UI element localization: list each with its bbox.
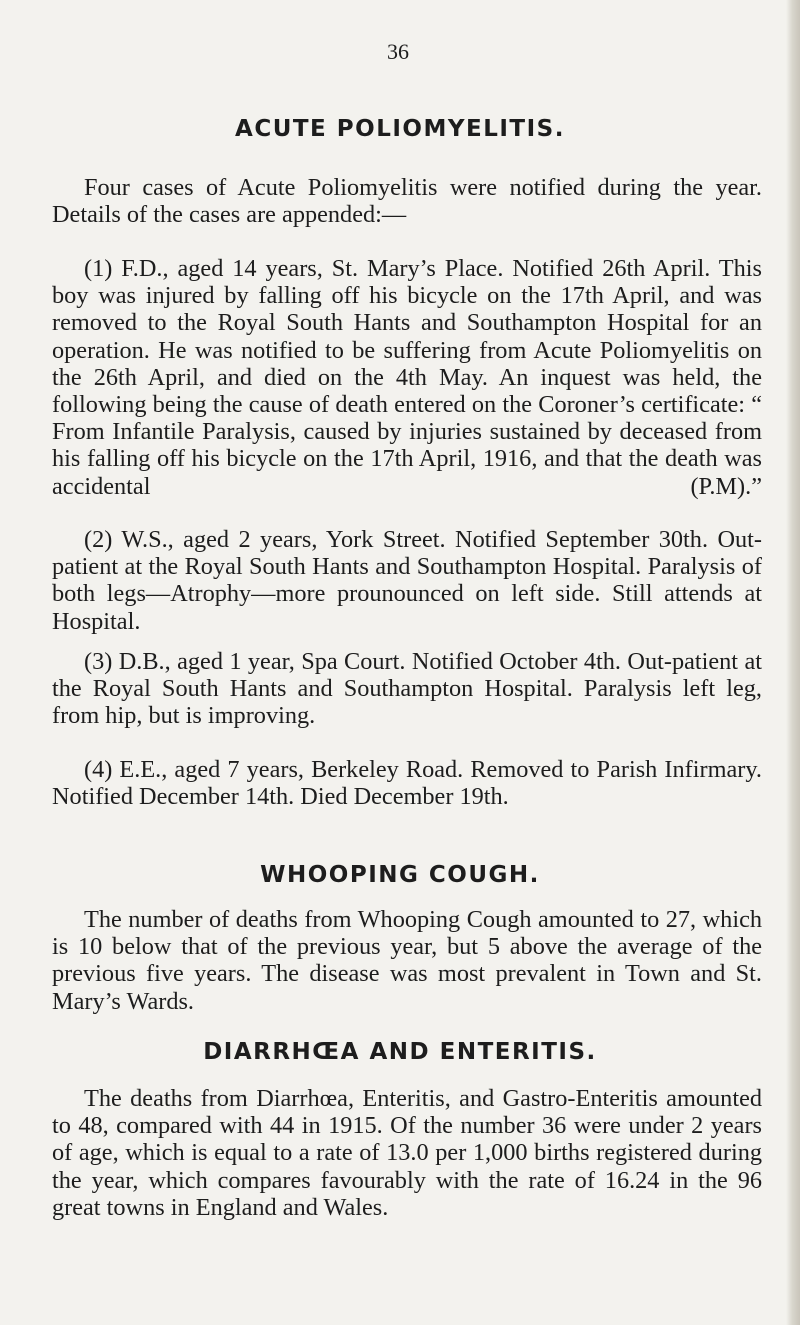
page-number: 36 [387, 39, 409, 64]
paragraph-polio-case-2: (2) W.S., aged 2 years, York Street. Notified September 30th. Out-patient at the Royal South Hants and Southampton Hospital. Paralysis of both legs—Atrophy—more prounounced on left side. Still attends at Hospital. [52, 526, 762, 635]
paragraph-polio-intro: Four cases of Acute Poliomyelitis were notified during the year. Details of the cases are appended:— [52, 174, 762, 229]
heading-whooping-cough: WHOOPING COUGH. [260, 862, 540, 888]
paragraph-diarrhoea-enteritis: The deaths from Diarrhœa, Enteritis, and Gastro-Enteritis amounted to 48, compared with 44 in 1915. Of the number 36 were under 2 years of age, which is equal to a rate of 13.0 per 1,000 births registered during the year, which compares favourably with the rate of 16.24 in the 96 great towns in England and Wales. [52, 1085, 762, 1221]
heading-acute-poliomyelitis: ACUTE POLIOMYELITIS. [235, 116, 565, 142]
heading-diarrhoea-enteritis: DIARRHŒA AND ENTERITIS. [203, 1039, 597, 1065]
paragraph-polio-case-3: (3) D.B., aged 1 year, Spa Court. Notified October 4th. Out-patient at the Royal South Hants and Southampton Hospital. Paralysis left leg, from hip, but is improving. [52, 648, 762, 730]
paragraph-polio-case-1: (1) F.D., aged 14 years, St. Mary’s Place. Notified 26th April. This boy was injured by falling off his bicycle on the 17th April, and was removed to the Royal South Hants and Southampton Hospital for an operation. He was notified to be suffering from Acute Poliomyelitis on the 26th April, and died on the 4th May. An inquest was held, the following being the cause of death entered on the Coroner’s certificate: “ From Infantile Paralysis, caused by injuries sustained by deceased from his falling off his bicycle on the 17th April, 1916, and that the death was accidental (P.M).” [52, 255, 762, 500]
paragraph-whooping-cough: The number of deaths from Whooping Cough amounted to 27, which is 10 below that of the previous year, but 5 above the average of the previous five years. The disease was most prevalent in Town and St. Mary’s Wards. [52, 906, 762, 1015]
paragraph-polio-case-4: (4) E.E., aged 7 years, Berkeley Road. Removed to Parish Infirmary. Notified December 14th. Died December 19th. [52, 756, 762, 811]
